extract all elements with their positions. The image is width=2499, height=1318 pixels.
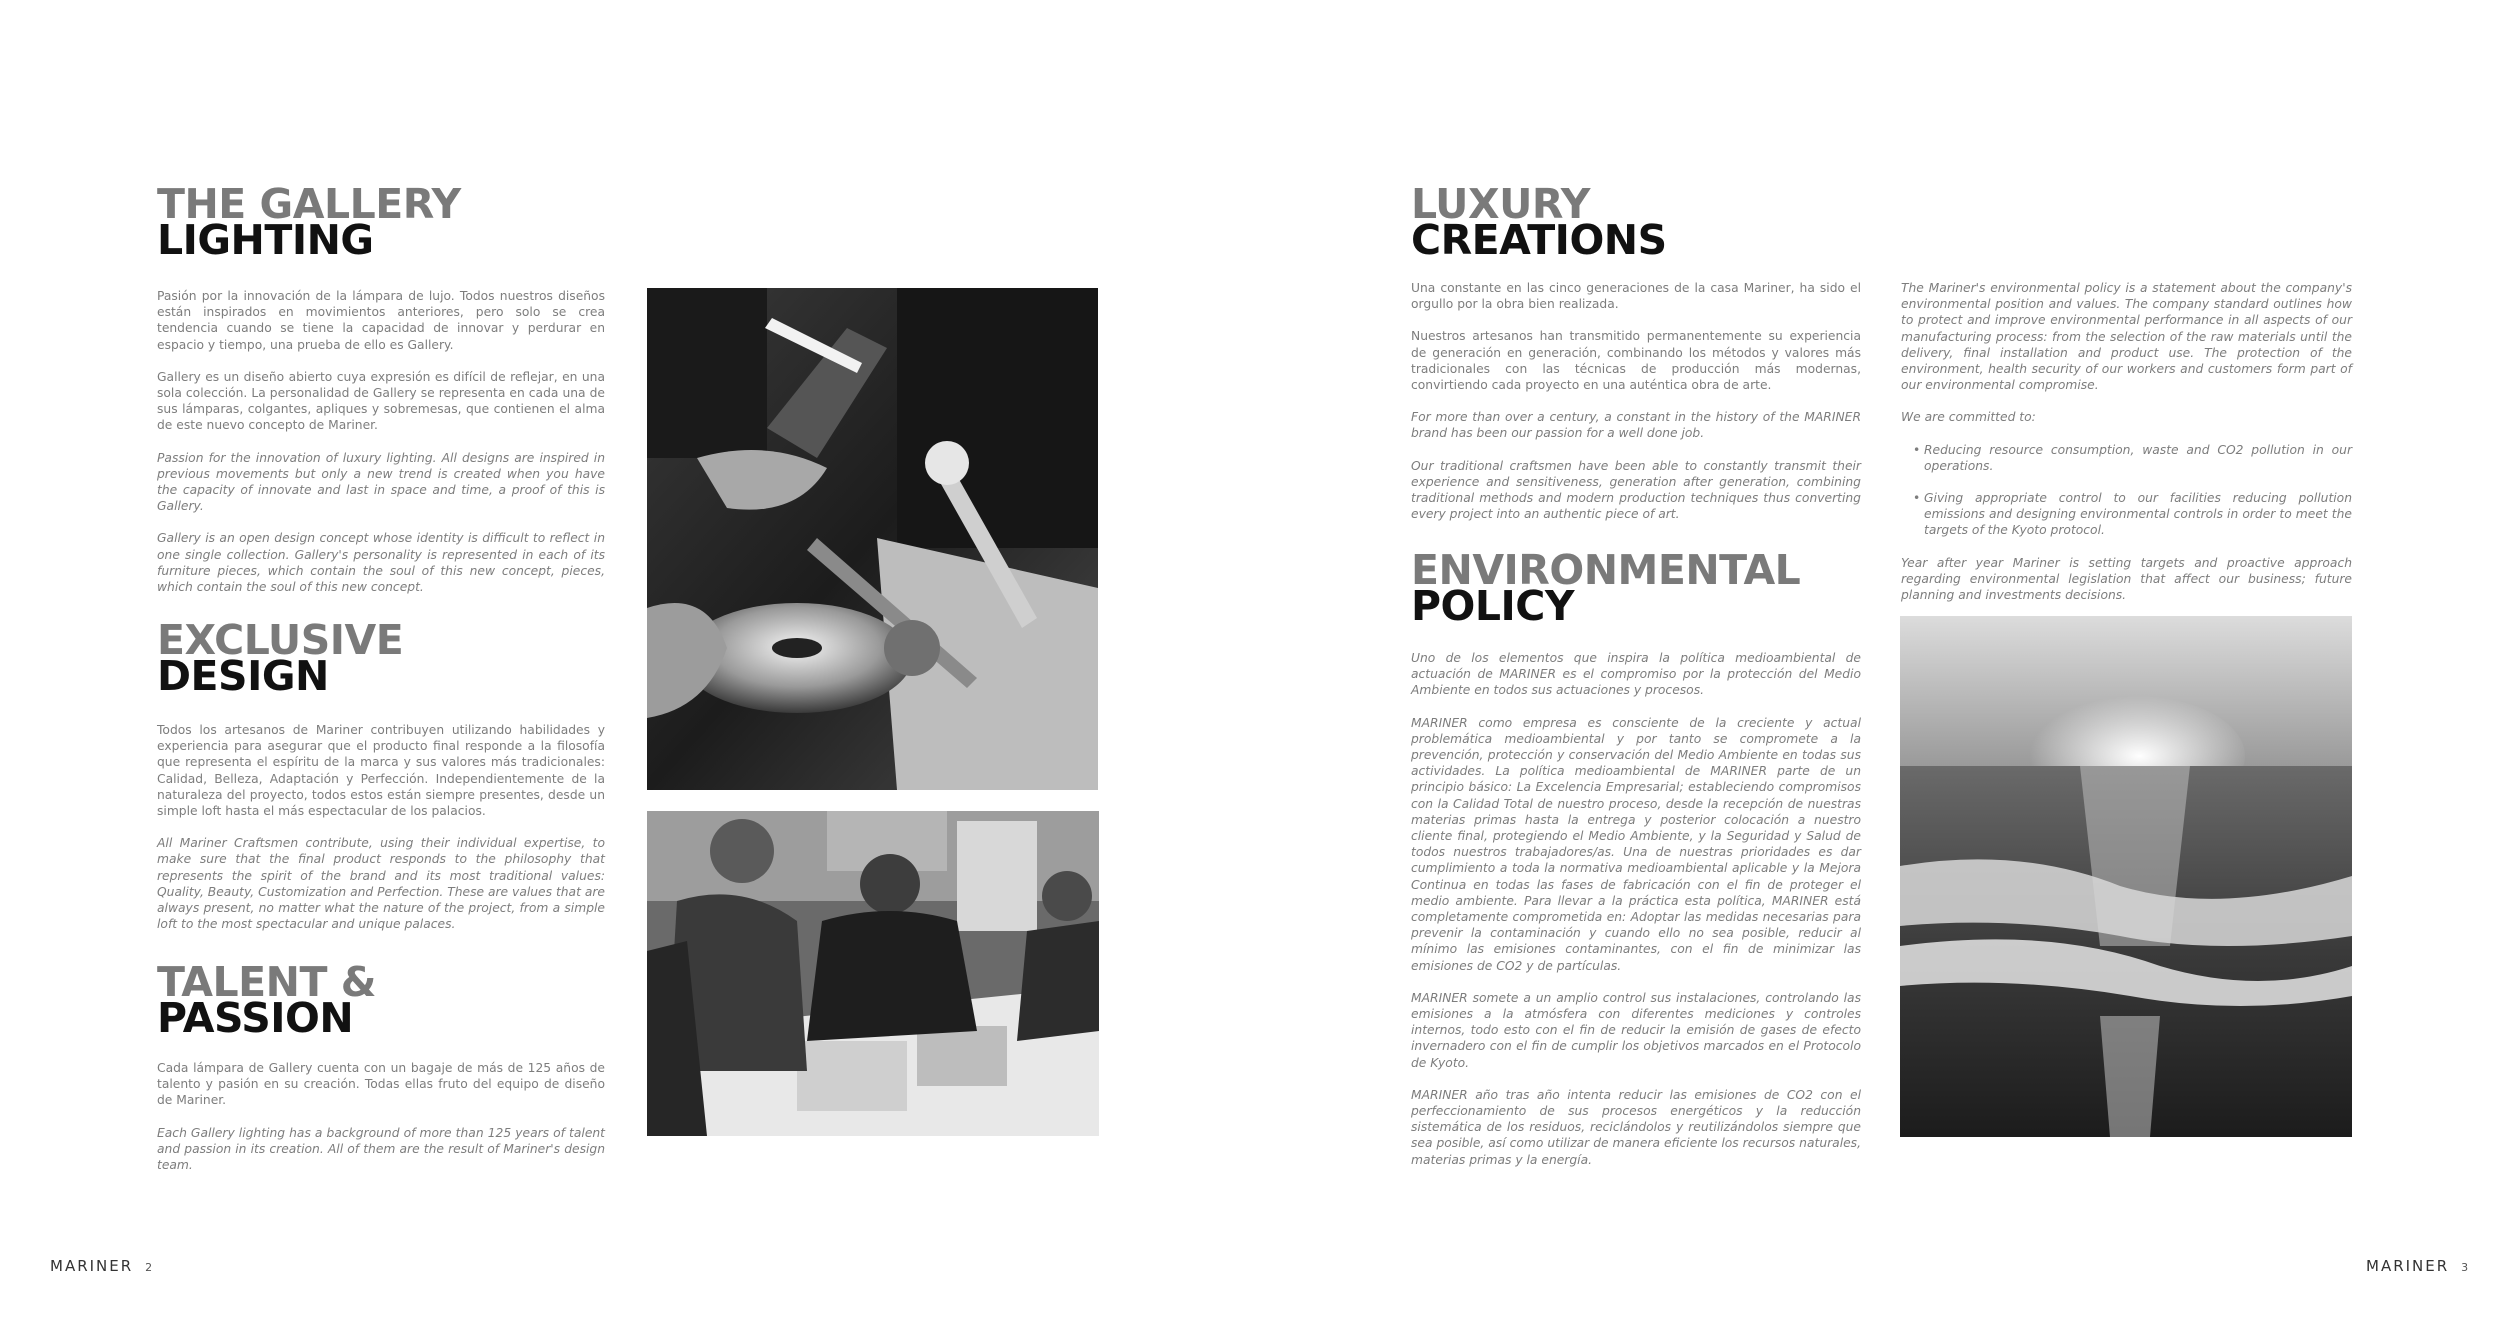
exclusive-text	[157, 722, 605, 948]
exclusive-heading-top: EXCLUSIVE	[157, 616, 404, 664]
gallery-paragraph-en-1: Passion for the innovation of luxury lighting. All designs are inspired in previous movements but only a new trend is created when you have the capacity of innovate and last in space and time, a proof of this is Gallery.	[157, 450, 605, 514]
footer-brand-right: MARINER	[2366, 1257, 2450, 1275]
talent-paragraph-en: Each Gallery lighting has a background of more than 125 years of talent and passion in its creation. All of them are the result of Mariner's design team.	[157, 1125, 605, 1173]
policy-closing: Year after year Mariner is setting targets and proactive approach regarding environmental legislation that affect our business; future planning and investments decisions.	[1901, 555, 2352, 603]
environmental-paragraph-2: MARINER como empresa es consciente de la creciente y actual problemática medioambiental y por tanto se compromete a la prevención, protección y conservación del Medio Ambiente en todas sus actividades. La política medioambiental de MARINER parte de un principio básico: La Excelencia Empresarial; estableciendo compromisos con la Calidad Total de nuestro proceso, desde la recepción de nuestras materias primas hasta la entrega y posterior colocación a nuestro cliente final, protegiendo el Medio Ambiente, y la Seguridad y Salud de todos nuestros trabajadores/as. Una de nuestras prioridades es dar cumplimiento a toda la normativa medioambiental aplicable y la Mejora Continua en todas las fases de fabricación con el fin de proteger el medio ambiente. Para llevar a la práctica esta política, MARINER está completamente comprometida en: Adoptar las medidas necesarias para prevenir la contaminación y cuando ello no sea posible, reducir al mínimo las emisiones contaminantes, con el fin de minimizar las emisiones de CO2 y de partículas.	[1411, 715, 1861, 973]
talent-heading-top: TALENT &	[157, 958, 376, 1006]
policy-bullet	[1901, 442, 2352, 474]
environmental-heading-bottom: POLICY	[1411, 582, 1575, 630]
lamp-parts-photo	[647, 288, 1098, 790]
page-number-right: 3	[2461, 1261, 2469, 1274]
luxury-paragraph-es-1: Una constante en las cinco generaciones de la casa Mariner, ha sido el orgullo por la obra bien realizada.	[1411, 281, 1861, 312]
gallery-heading-top: THE GALLERY	[157, 180, 461, 228]
talent-heading-bottom: PASSION	[157, 994, 354, 1042]
policy-bullet-text: Giving appropriate control to our facilities reducing pollution emissions and designing environmental controls in order to meet the targets of the Kyoto protocol.	[1924, 491, 2352, 538]
bullet-dot-icon: •	[1913, 491, 1921, 506]
page-number-left: 2	[145, 1261, 153, 1274]
gallery-paragraph-es-1: Pasión por la innovación de la lámpara de lujo. Todos nuestros diseños están inspirados en movimientos anteriores, pero solo se crea tendencia cuando se tiene la capacidad de innovar y perdurar en espacio y tiempo, una prueba de ello es Gallery.	[157, 289, 605, 352]
footer-brand-left: MARINER	[50, 1257, 134, 1275]
luxury-heading-bottom: CREATIONS	[1411, 216, 1667, 264]
design-team-photo	[647, 811, 1099, 1136]
exclusive-paragraph-en: All Mariner Craftsmen contribute, using their individual expertise, to make sure that the final product responds to the philosophy that represents the spirit of the brand and its most traditional values: Quality, Beauty, Customization and Perfection. These are values that are always present, no matter what the nature of the project, from a simple loft to the most spectacular and unique palaces.	[157, 836, 605, 932]
right-footer	[2366, 1256, 2468, 1275]
gallery-paragraph-es-2: Gallery es un diseño abierto cuya expresión es difícil de reflejar, en una sola colección. La personalidad de Gallery se representa en cada una de sus lámparas, colgantes, apliques y sobremesas, que contienen el alma de este nuevo concepto de Mariner.	[157, 369, 605, 433]
environmental-paragraph-1: Uno de los elementos que inspira la política medioambiental de actuación de MARINER es el compromiso por la protección del Medio Ambiente en todos sus actuaciones y procesos.	[1411, 651, 1861, 698]
exclusive-paragraph-es: Todos los artesanos de Mariner contribuyen utilizando habilidades y experiencia para asegurar que el producto final responde a la filosofía que representa el espíritu de la marca y sus valores más tradicionales: Calidad, Belleza, Adaptación y Perfección. Independientemente de la naturaleza del proyecto, todos estos están siempre presentes, desde un simple loft hasta el más espectacular de los palacios.	[157, 723, 605, 819]
environmental-heading-top: ENVIRONMENTAL	[1411, 546, 1801, 594]
environmental-paragraph-3: MARINER somete a un amplio control sus instalaciones, controlando las emisiones a la atmósfera con diferentes mediciones y controles internos, todo esto con el fin de reducir la emisión de gases de efecto invernadero con el fin de cumplir los objetivos marcados en el Protocolo de Kyoto.	[1411, 990, 1861, 1070]
policy-bullet	[1901, 490, 2352, 539]
gallery-heading-bottom: LIGHTING	[157, 216, 374, 264]
bullet-dot-icon: •	[1913, 442, 1921, 457]
exclusive-heading-bottom: DESIGN	[157, 652, 329, 700]
exclusive-heading	[157, 616, 404, 700]
luxury-paragraph-es-2: Nuestros artesanos han transmitido permanentemente su experiencia de generación en generación, combinando los métodos y valores más tradicionales con las técnicas de producción más modernas, convirtiendo cada proyecto en una auténtica obra de arte.	[1411, 329, 1861, 393]
policy-en-text	[1901, 280, 2352, 619]
sea-photo	[1900, 616, 2352, 1137]
environmental-paragraph-4: MARINER año tras año intenta reducir las emisiones de CO2 con el perfeccionamiento de sus procesos energéticos y la reducción sistemática de los residuos, reciclándolos y reutilizándolos siempre que sea posible, así como utilizar de manera eficiente los recursos naturales, materias primas y la energía.	[1411, 1087, 1861, 1167]
talent-paragraph-es: Cada lámpara de Gallery cuenta con un bagaje de más de 125 años de talento y pasión en su creación. Todas ellas fruto del equipo de diseño de Mariner.	[157, 1061, 605, 1108]
environmental-heading	[1411, 546, 1801, 630]
gallery-text	[157, 288, 605, 611]
luxury-heading	[1411, 180, 1667, 264]
gallery-paragraph-en-2: Gallery is an open design concept whose identity is difficult to reflect in one single collection. Gallery's personality is represented in each of its furniture pieces, which contain the soul of this new concept, pieces, which contain the soul of this new concept.	[157, 531, 605, 595]
luxury-heading-top: LUXURY	[1411, 180, 1590, 228]
gallery-heading	[157, 180, 461, 264]
policy-bullet-text: Reducing resource consumption, waste and CO2 pollution in our operations.	[1924, 442, 2352, 473]
luxury-paragraph-en-1: For more than over a century, a constant in the history of the MARINER brand has been our passion for a well done job.	[1411, 410, 1861, 441]
talent-text	[157, 1060, 605, 1189]
policy-committed: We are committed to:	[1901, 410, 2036, 425]
luxury-paragraph-en-2: Our traditional craftsmen have been able to constantly transmit their experience and sensitiveness, generation after generation, combining traditional methods and modern production techniques thus converting every project into an authentic piece of art.	[1411, 458, 1861, 522]
policy-intro: The Mariner's environmental policy is a statement about the company's environmental position and values. The company standard outlines how to protect and improve environmental performance in all aspects of our manufacturing process: from the selection of the raw materials until the delivery, final installation and product use. The protection of the environment, health security of our workers and customers form part of our environmental compromise.	[1901, 281, 2352, 393]
environmental-text	[1411, 650, 1861, 1184]
policy-bullet-list	[1901, 442, 2352, 539]
luxury-text	[1411, 280, 1861, 538]
left-footer	[50, 1256, 152, 1275]
talent-heading	[157, 958, 376, 1042]
